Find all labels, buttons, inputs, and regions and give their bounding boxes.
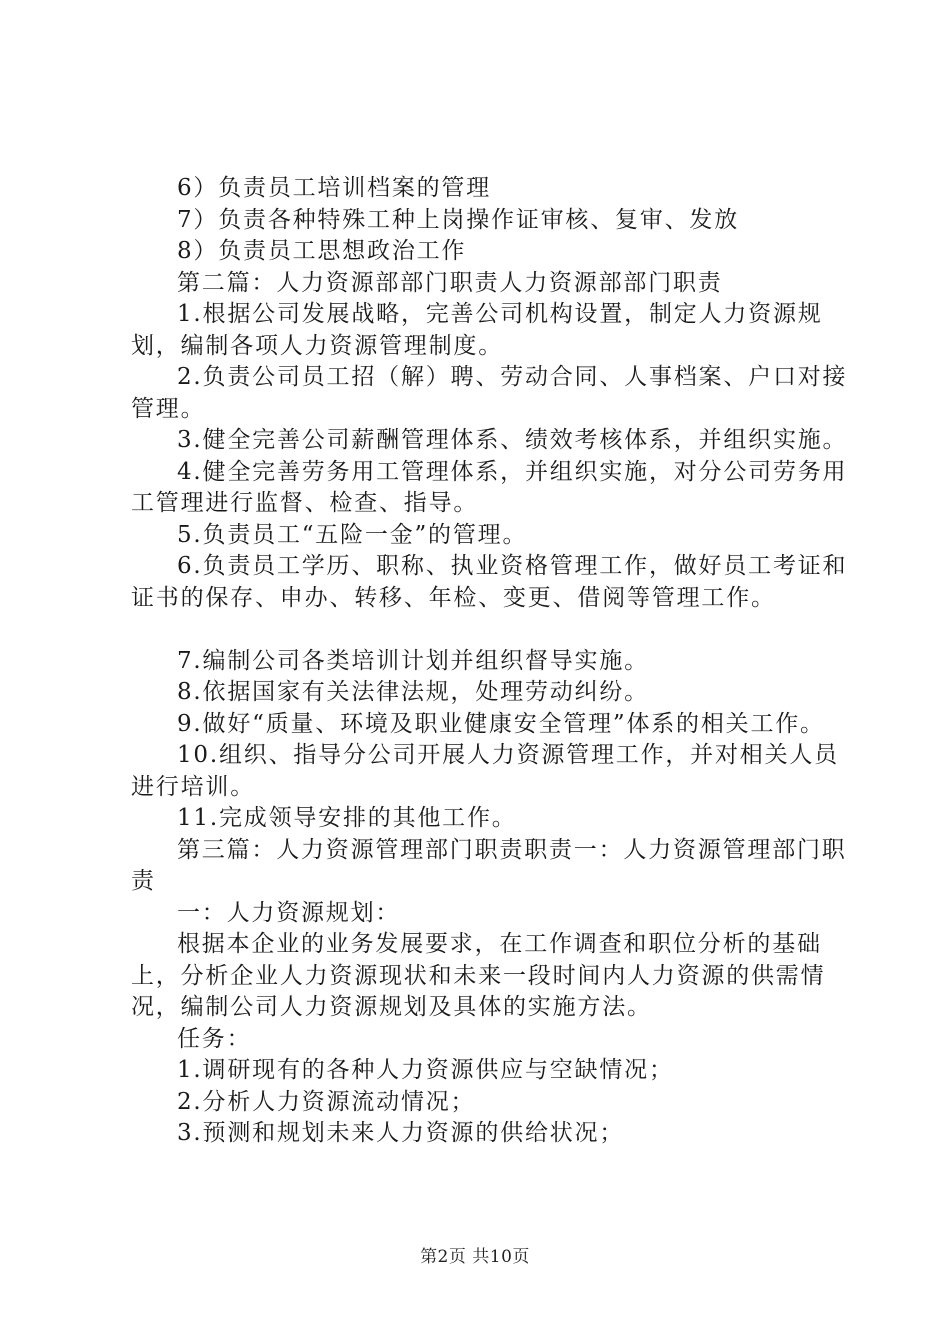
- duty-item-10: 10.组织、指导分公司开展人力资源管理工作，并对相关人员进行培训。: [131, 742, 839, 800]
- tasks-label: 任务：: [177, 1025, 252, 1052]
- duty-item-7: 7.编制公司各类培训计划并组织督导实施。: [177, 647, 649, 674]
- paragraph-gap: [131, 614, 851, 646]
- duty-item-5: 5.负责员工“五险一金”的管理。: [177, 521, 528, 548]
- duty-item-2: 2.负责公司员工招（解）聘、劳动合同、人事档案、户口对接管理。: [131, 364, 848, 422]
- page-number-footer: 第2页 共10页: [420, 1247, 530, 1267]
- duty-item-11: 11.完成领导安排的其他工作。: [177, 805, 517, 831]
- duty-item-4: 4.健全完善劳务用工管理体系，并组织实施，对分公司劳务用工管理进行监督、检查、指导。: [131, 458, 848, 516]
- line-training-records: 6）负责员工培训档案的管理: [177, 175, 492, 201]
- document-body: [131, 173, 851, 1150]
- task-item-2: 2.分析人力资源流动情况；: [177, 1088, 476, 1115]
- subheading-hr-planning: 一：人力资源规划：: [177, 899, 401, 926]
- duty-item-9: 9.做好“质量、环境及职业健康安全管理”体系的相关工作。: [177, 710, 825, 737]
- task-item-1: 1.调研现有的各种人力资源供应与空缺情况；: [177, 1057, 674, 1083]
- section-heading-part-three: 第三篇：人力资源管理部门职责职责一：人力资源管理部门职责: [131, 836, 847, 894]
- task-item-3: 3.预测和规划未来人力资源的供给状况；: [177, 1120, 625, 1146]
- line-special-work-certificates: 7）负责各种特殊工种上岗操作证审核、复审、发放: [177, 206, 740, 233]
- duty-item-3: 3.健全完善公司薪酬管理体系、绩效考核体系，并组织实施。: [177, 427, 848, 453]
- line-political-work: 8）负责员工思想政治工作: [177, 238, 467, 264]
- duty-item-1: 1.根据公司发展战略，完善公司机构设置，制定人力资源规划，编制各项人力资源管理制度。: [131, 301, 823, 359]
- hr-planning-description: 根据本企业的业务发展要求，在工作调查和职位分析的基础上，分析企业人力资源现状和未来一段时间内人力资源的供需情况，编制公司人力资源规划及具体的实施方法。: [131, 931, 826, 1020]
- duty-item-6: 6.负责员工学历、职称、执业资格管理工作，做好员工考证和证书的保存、申办、转移、年检、变更、借阅等管理工作。: [131, 553, 848, 611]
- duty-item-8: 8.依据国家有关法律法规，处理劳动纠纷。: [177, 679, 649, 705]
- section-heading-part-two: 第二篇：人力资源部部门职责人力资源部部门职责: [177, 269, 723, 296]
